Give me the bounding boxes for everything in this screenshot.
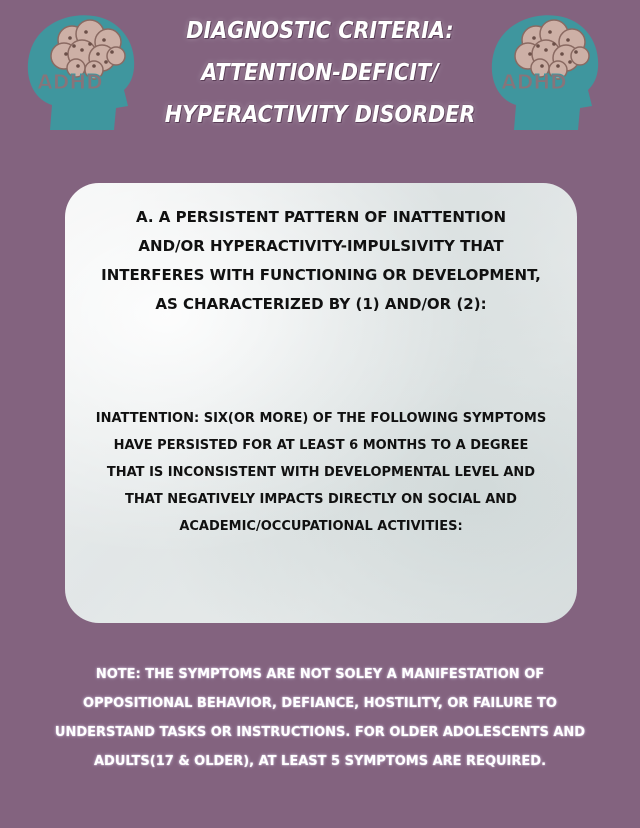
title-line: DIAGNOSTIC CRITERIA: [186,18,454,44]
title-line: ATTENTION-DEFICIT/ [201,60,439,86]
note-line: UNDERSTAND TASKS OR INSTRUCTIONS. FOR OLDER ADOLESCENTS AND [54,725,586,740]
title-line: HYPERACTIVITY DISORDER [164,102,476,128]
inattention-line: ACADEMIC/OCCUPATIONAL ACTIVITIES: [179,519,463,534]
criterion-a-line: AND/OR HYPERACTIVITY-IMPULSIVITY THAT [138,237,504,255]
criterion-a-line: AS CHARACTERIZED BY (1) AND/OR (2): [155,295,487,313]
note-line: OPPOSITIONAL BEHAVIOR, DEFIANCE, HOSTILITY, OR FAILURE TO [83,696,557,711]
criterion-a-text [65,203,577,319]
adhd-logo-right [484,10,604,132]
criteria-card [65,183,577,623]
logo-text: ADHD [37,70,103,94]
inattention-line: THAT IS INCONSISTENT WITH DEVELOPMENTAL LEVEL AND [106,465,536,480]
note-line: NOTE: THE SYMPTOMS ARE NOT SOLEY A MANIFESTATION OF [95,667,545,682]
criterion-a-line: INTERFERES WITH FUNCTIONING OR DEVELOPMENT, [101,266,541,284]
note-line: ADULTS(17 & OLDER), AT LEAST 5 SYMPTOMS ARE REQUIRED. [93,754,547,769]
inattention-line: HAVE PERSISTED FOR AT LEAST 6 MONTHS TO A DEGREE [113,438,529,453]
note-text [20,660,620,776]
criterion-a-line: A. A PERSISTENT PATTERN OF INATTENTION [135,208,507,226]
page-title [158,10,482,136]
inattention-text [65,405,577,540]
inattention-line: THAT NEGATIVELY IMPACTS DIRECTLY ON SOCIAL AND [125,492,517,507]
logo-text: ADHD [501,70,567,94]
adhd-logo-left [20,10,140,132]
inattention-line: INATTENTION: SIX(OR MORE) OF THE FOLLOWING SYMPTOMS [95,411,547,426]
